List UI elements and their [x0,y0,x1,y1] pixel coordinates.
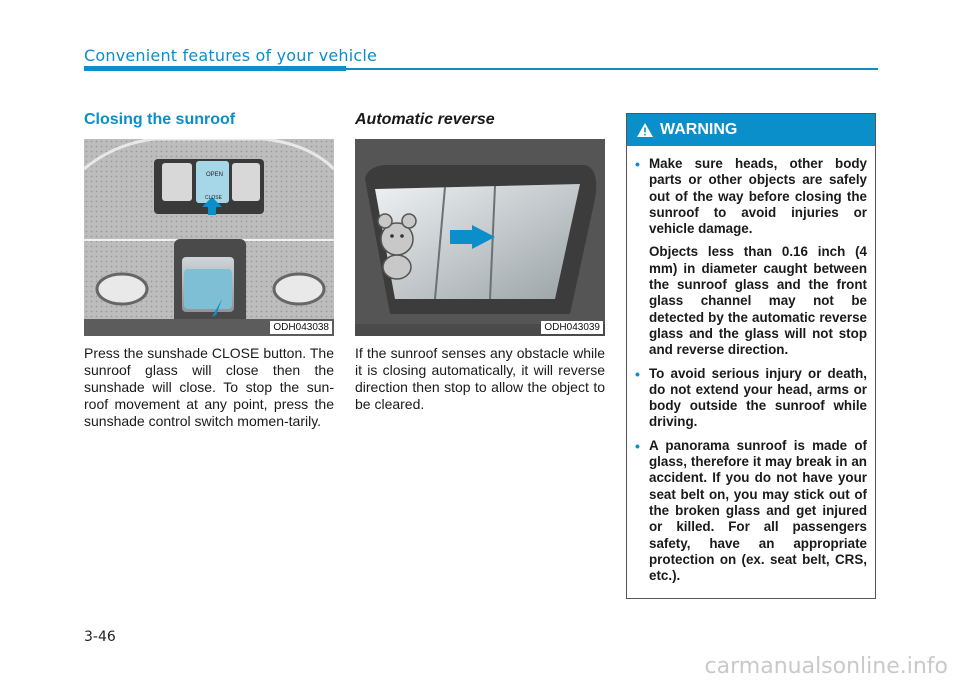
section-title-auto-reverse: Automatic reverse [355,111,495,128]
warning-item-text: To avoid serious injury or death, do not extend your head, arms or body outside the sunroof while driving. [649,365,867,430]
figure-code: ODH043039 [541,321,603,334]
warning-item-text: Make sure heads, other body parts or other objects are safely out of the way before closing the sunroof to avoid injuries or vehicle damage. [649,156,867,237]
automatic-reverse-body: If the sunroof senses any obstacle while it is closing automatically, it will reverse direction then stop to allow the object to be cleared. [355,345,605,412]
warning-title: WARNING [660,121,738,138]
warning-triangle-icon [637,123,653,137]
warning-header [627,114,875,146]
figure-code: ODH043038 [270,321,332,334]
header-title: Convenient features of your vehicle [84,46,378,65]
section-title-closing: Closing the sunroof [84,111,236,128]
bullet-icon: • [635,365,640,382]
header-rule-thick [84,66,346,71]
warning-item [635,438,867,585]
warning-item [635,366,867,431]
console-illustration [84,139,334,336]
bullet-icon: • [635,437,640,454]
closing-sunroof-body: Press the sunshade CLOSE button. The sunroof glass will close then the sunshade will close. To stop the sun-roof movement at any point, press the sunshade control switch momen-tarily. [84,345,334,429]
console-close-label: CLOSE [205,195,222,201]
header-rule-thin [346,68,878,70]
figure-automatic-reverse [355,139,605,336]
sunroof-illustration [355,139,605,336]
page-number: 3-46 [84,629,116,645]
bullet-icon: • [635,156,640,172]
warning-item-extra: Objects less than 0.16 inch (4 mm) in diameter caught between the sunroof glass and the front glass channel may not be detected by the automatic reverse glass and the glass will not stop and reverse direction. [649,244,867,358]
warning-list [627,156,875,584]
console-open-label: OPEN [206,172,224,178]
warning-item-text: A panorama sunroof is made of glass, therefore it may break in an accident. If you do not have your seat belt on, you may stick out of the broken glass and get injured or killed. For all passengers safety, have an appropriate protection on (ex. seat belt, CRS, etc.). [649,437,867,584]
warning-item [635,156,867,359]
figure-sunroof-console [84,139,334,336]
warning-box [626,113,876,599]
watermark: carmanualsonline.info [704,654,948,679]
